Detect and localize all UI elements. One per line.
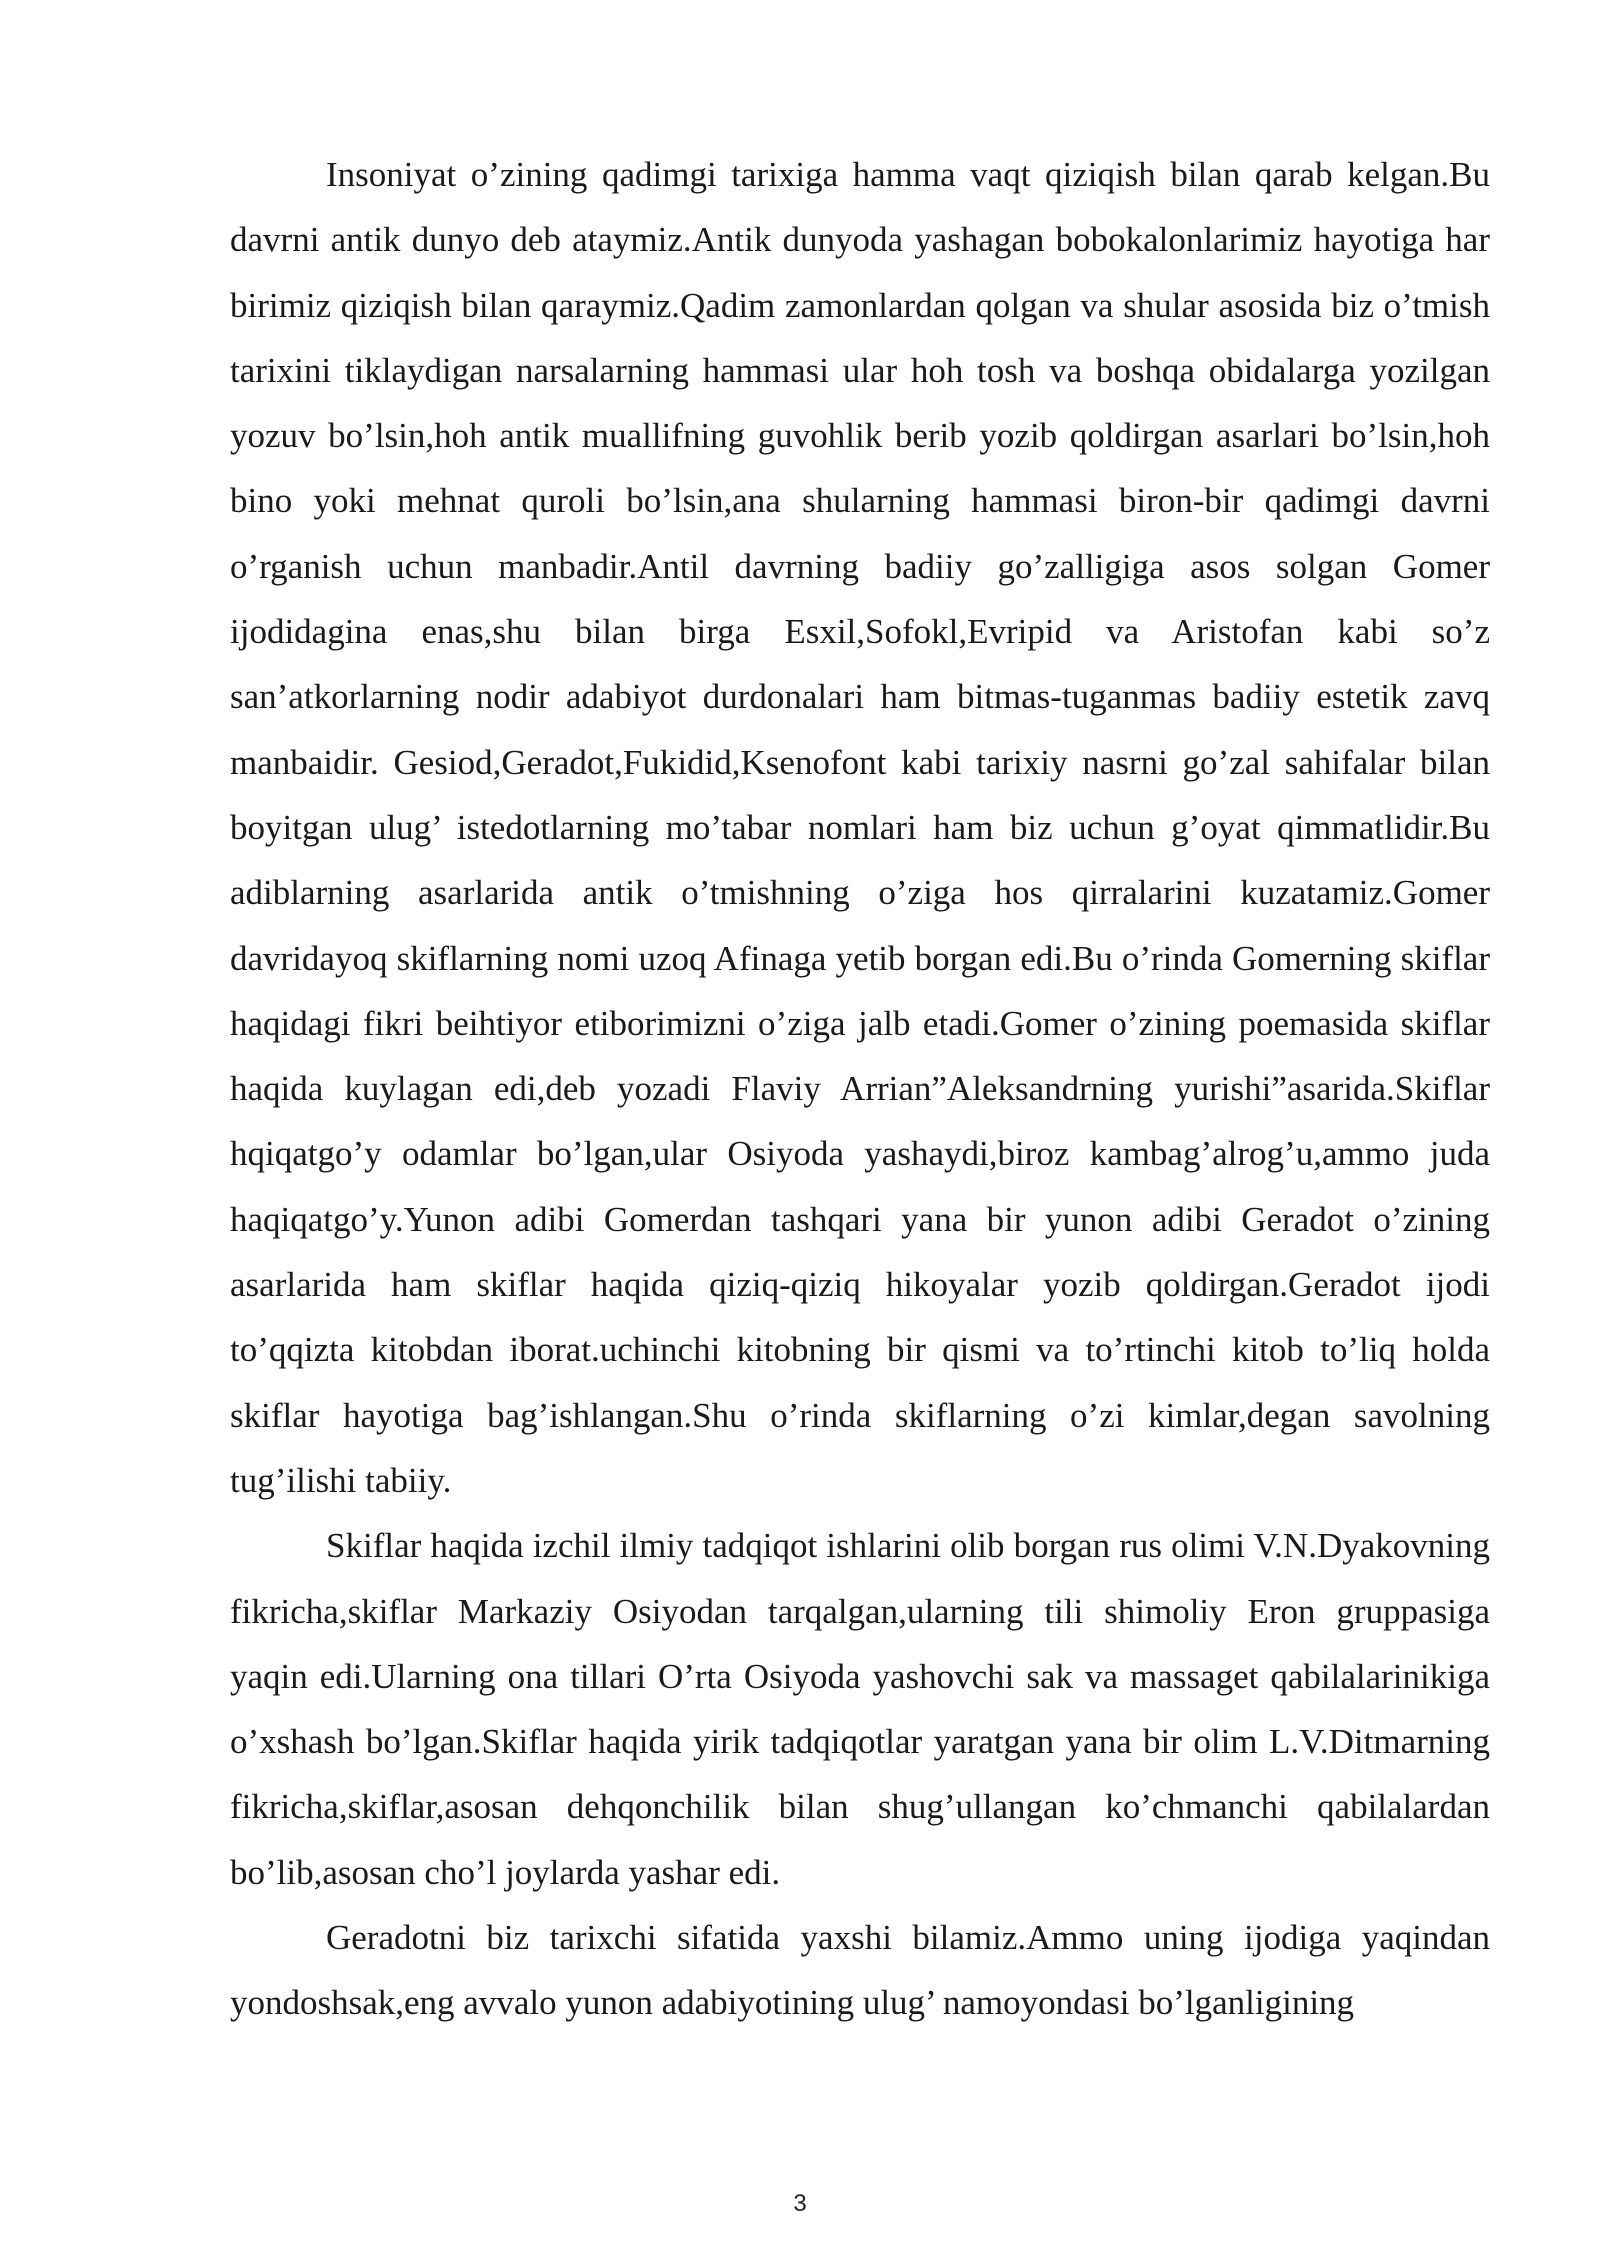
page-number: 3 <box>793 2190 807 2217</box>
paragraph-1: Insoniyat o’zining qadimgi tarixiga hamma vaqt qiziqish bilan qarab kelgan.Bu davrni antik dunyo deb ataymiz.Antik dunyoda yashagan bobokalonlarimiz hayotiga har birimiz qiziqish bilan qaraymiz.Qadim zamonlardan qolgan va shular asosida biz o’tmish tarixini tiklaydigan narsalarning hammasi ular hoh tosh va boshqa obidalarga yozilgan yozuv bo’lsin,hoh antik muallifning guvohlik berib yozib qoldirgan asarlari bo’lsin,hoh bino yoki mehnat quroli bo’lsin,ana shularning hammasi biron-bir qadimgi davrni o’rganish uchun manbadir.Antil davrning badiiy go’zalligiga asos solgan Gomer ijodidagina enas,shu bilan birga Esxil,Sofokl,Evripid va Aristofan kabi so’z san’atkorlarning nodir adabiyot durdonalari ham bitmas-tuganmas badiiy estetik zavq manbaidir. Gesiod,Geradot,Fukidid,Ksenofont kabi tarixiy nasrni go’zal sahifalar bilan boyitgan ulug’ istedotlarning mo’tabar nomlari ham biz uchun g’oyat qimmatlidir.Bu adiblarning asarlarida antik o’tmishning o’ziga hos qirralarini kuzatamiz.Gomer davridayoq skiflarning nomi uzoq Afinaga yetib borgan edi.Bu o’rinda Gomerning skiflar haqidagi fikri beihtiyor etiborimizni o’ziga jalb etadi.Gomer o’zining poemasida skiflar haqida kuylagan edi,deb yozadi Flaviy Arrian”Aleksandrning yurishi”asarida.Skiflar hqiqatgo’y odamlar bo’lgan,ular Osiyoda yashaydi,biroz kambag’alrog’u,ammo juda haqiqatgo’y.Yunon adibi Gomerdan tashqari yana bir yunon adibi Geradot o’zining asarlarida ham skiflar haqida qiziq-qiziq hikoyalar yozib qoldirgan.Geradot ijodi to’qqizta kitobdan iborat.uchinchi kitobning bir qismi va to’rtinchi kitob to’liq holda skiflar hayotiga bag’ishlangan.Shu o’rinda skiflarning o’zi kimlar,degan savolning tug’ilishi tabiiy. <box>230 155 1490 1500</box>
body-text <box>230 142 1490 2036</box>
paragraph-2: Skiflar haqida izchil ilmiy tadqiqot ishlarini olib borgan rus olimi V.N.Dyakovning fikricha,skiflar Markaziy Osiyodan tarqalgan,ularning tili shimoliy Eron gruppasiga yaqin edi.Ularning ona tillari O’rta Osiyoda yashovchi sak va massaget qabilalarinikiga o’xshash bo’lgan.Skiflar haqida yirik tadqiqotlar yaratgan yana bir olim L.V.Ditmarning fikricha,skiflar,asosan dehqonchilik bilan shug’ullangan ko’chmanchi qabilalardan bo’lib,asosan cho’l joylarda yashar edi. <box>230 1526 1490 1892</box>
paragraph-3: Geradotni biz tarixchi sifatida yaxshi bilamiz.Ammo uning ijodiga yaqindan yondoshsak,eng avvalo yunon adabiyotining ulug’ namoyondasi bo’lganligining <box>230 1918 1490 2023</box>
